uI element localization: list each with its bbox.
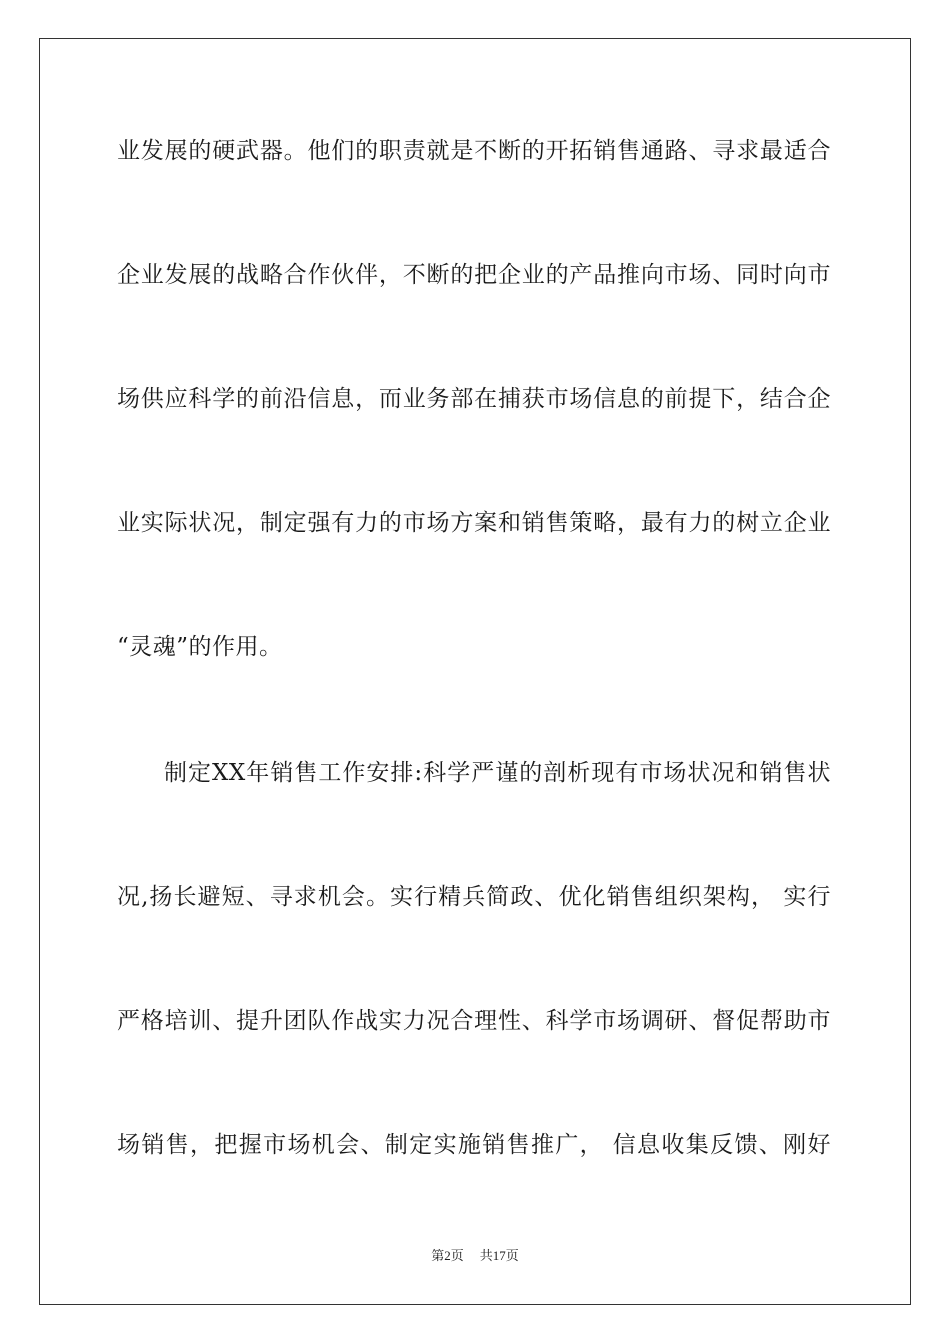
page-total: 共17页	[479, 1248, 519, 1263]
paragraph-2-line-2: 况,扬长避短、寻求机会。实行精兵简政、优化销售组织架构， 实行	[117, 884, 831, 910]
paragraph-1-line-1: 业发展的硬武器。他们的职责就是不断的开拓销售通路、寻求最适合	[117, 138, 831, 164]
paragraph-2-line-1: 制定XX年销售工作安排:科学严谨的剖析现有市场状况和销售状	[164, 760, 831, 786]
page-border	[39, 38, 911, 1305]
page-footer	[0, 1247, 950, 1265]
paragraph-1-line-5: “灵魂”的作用。	[117, 634, 283, 660]
page-number: 第2页	[431, 1248, 464, 1263]
paragraph-2-line-4: 场销售，把握市场机会、制定实施销售推广， 信息收集反馈、刚好	[117, 1132, 831, 1158]
paragraph-1-line-3: 场供应科学的前沿信息，而业务部在捕获市场信息的前提下，结合企	[117, 386, 831, 412]
paragraph-1-line-2: 企业发展的战略合作伙伴，不断的把企业的产品推向市场、同时向市	[117, 262, 831, 288]
paragraph-2-line-3: 严格培训、提升团队作战实力况合理性、科学市场调研、督促帮助市	[117, 1008, 831, 1034]
paragraph-1-line-4: 业实际状况，制定强有力的市场方案和销售策略，最有力的树立企业	[117, 510, 831, 536]
